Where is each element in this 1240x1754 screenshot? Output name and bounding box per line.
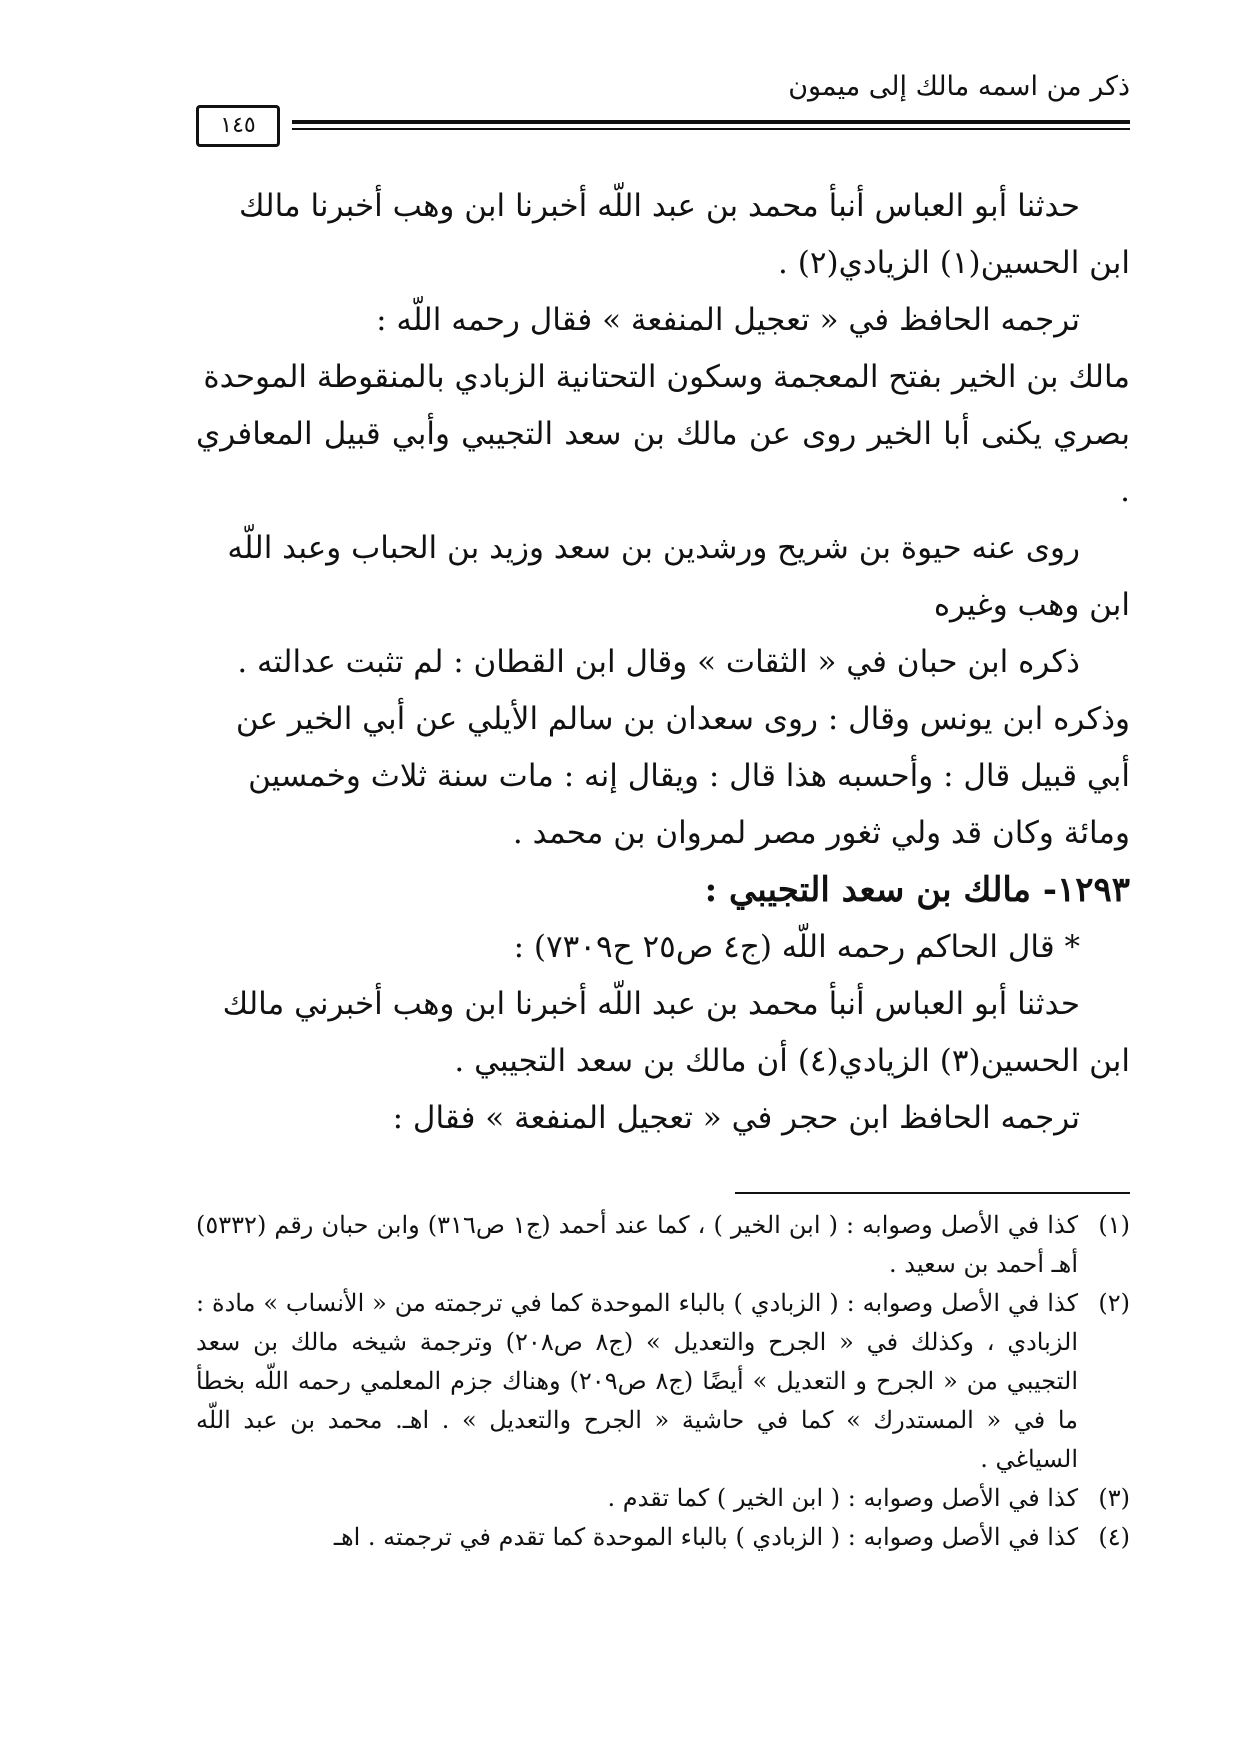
footnote-number: (١)	[1098, 1211, 1130, 1239]
body-line: ذكره ابن حبان في « الثقات » وقال ابن القطان : لم تثبت عدالته .	[237, 644, 1080, 680]
body-line: حدثنا أبو العباس أنبأ محمد بن عبد اللّه أخبرنا ابن وهب أخبرنا مالك	[239, 188, 1080, 224]
footnote-text: كذا في الأصل وصوابه : ( ابن الخير ) كما تقدم .	[607, 1484, 1078, 1512]
body-line: ترجمه الحافظ في « تعجيل المنفعة » فقال رحمه اللّه :	[376, 302, 1080, 338]
footnotes	[196, 1206, 1130, 1557]
body-line: روى عنه حيوة بن شريح ورشدين بن سعد وزيد بن الحباب وعبد اللّه	[227, 530, 1080, 566]
body-line: حدثنا أبو العباس أنبأ محمد بن عبد اللّه أخبرنا ابن وهب أخبرني مالك	[222, 986, 1080, 1022]
footnote	[196, 1479, 1130, 1518]
body-line: وذكره ابن يونس وقال : روى سعدان بن سالم الأيلي عن أبي الخير عن	[235, 701, 1130, 737]
body-line: ابن الحسين(١) الزيادي(٢) .	[778, 245, 1130, 281]
body-line: * قال الحاكم رحمه اللّه (ج٤ ص٢٥ ح٧٣٠٩) :	[513, 929, 1080, 965]
running-title: ذكر من اسمه مالك إلى ميمون	[788, 71, 1130, 102]
header-rule-secondary	[292, 128, 1130, 130]
body-line: بصري يكنى أبا الخير روى عن مالك بن سعد التجيبي وأبي قبيل المعافري .	[196, 416, 1130, 509]
footnote-number: (٢)	[1098, 1289, 1130, 1317]
entry-heading: ١٢٩٣- مالك بن سعد التجيبي :	[704, 870, 1130, 910]
body-line: ابن الحسين(٣) الزيادي(٤) أن مالك بن سعد التجيبي .	[454, 1043, 1130, 1079]
body-line: مالك بن الخير بفتح المعجمة وسكون التحتانية الزبادي بالمنقوطة الموحدة	[203, 359, 1130, 395]
body-line: ومائة وكان قد ولي ثغور مصر لمروان بن محمد .	[512, 815, 1130, 851]
footnote-text: كذا في الأصل وصوابه : ( الزبادي ) بالباء الموحدة كما تقدم في ترجمته . اهـ	[333, 1523, 1078, 1551]
footnote-text: كذا في الأصل وصوابه : ( الزبادي ) بالباء الموحدة كما في ترجمته من « الأنساب » مادة : الزبادي ، وكذلك في « الجرح والتعديل » (ج٨ ص٢٠٨) وترجمة شيخه مالك بن سعد التجيبي من « الجرح و التعديل » أيضًا (ج٨ ص٢٠٩) وهناك جزم المعلمي رحمه اللّه بخطأ ما في « المستدرك » كما في حاشية « الجرح والتعديل » . اهـ. محمد بن عبد اللّه السياغي .	[196, 1289, 1079, 1473]
header-rule	[292, 120, 1130, 124]
footnote	[196, 1284, 1130, 1479]
body-line: ابن وهب وغيره	[933, 587, 1130, 623]
footnote-number: (٣)	[1098, 1484, 1130, 1512]
footnote	[196, 1206, 1130, 1284]
footnote-separator	[735, 1192, 1130, 1194]
footnote-number: (٤)	[1098, 1523, 1130, 1551]
footnote-text: كذا في الأصل وصوابه : ( ابن الخير ) ، كما عند أحمد (ج١ ص٣١٦) وابن حبان رقم (٥٣٣٢) أهـ أحمد بن سعيد .	[196, 1211, 1078, 1278]
body-line: أبي قبيل قال : وأحسبه هذا قال : ويقال إنه : مات سنة ثلاث وخمسين	[248, 758, 1130, 794]
footnote	[196, 1518, 1130, 1557]
main-text	[196, 178, 1130, 1147]
body-line: ترجمه الحافظ ابن حجر في « تعجيل المنفعة » فقال :	[392, 1100, 1080, 1136]
page-number: ١٤٥	[196, 105, 280, 147]
